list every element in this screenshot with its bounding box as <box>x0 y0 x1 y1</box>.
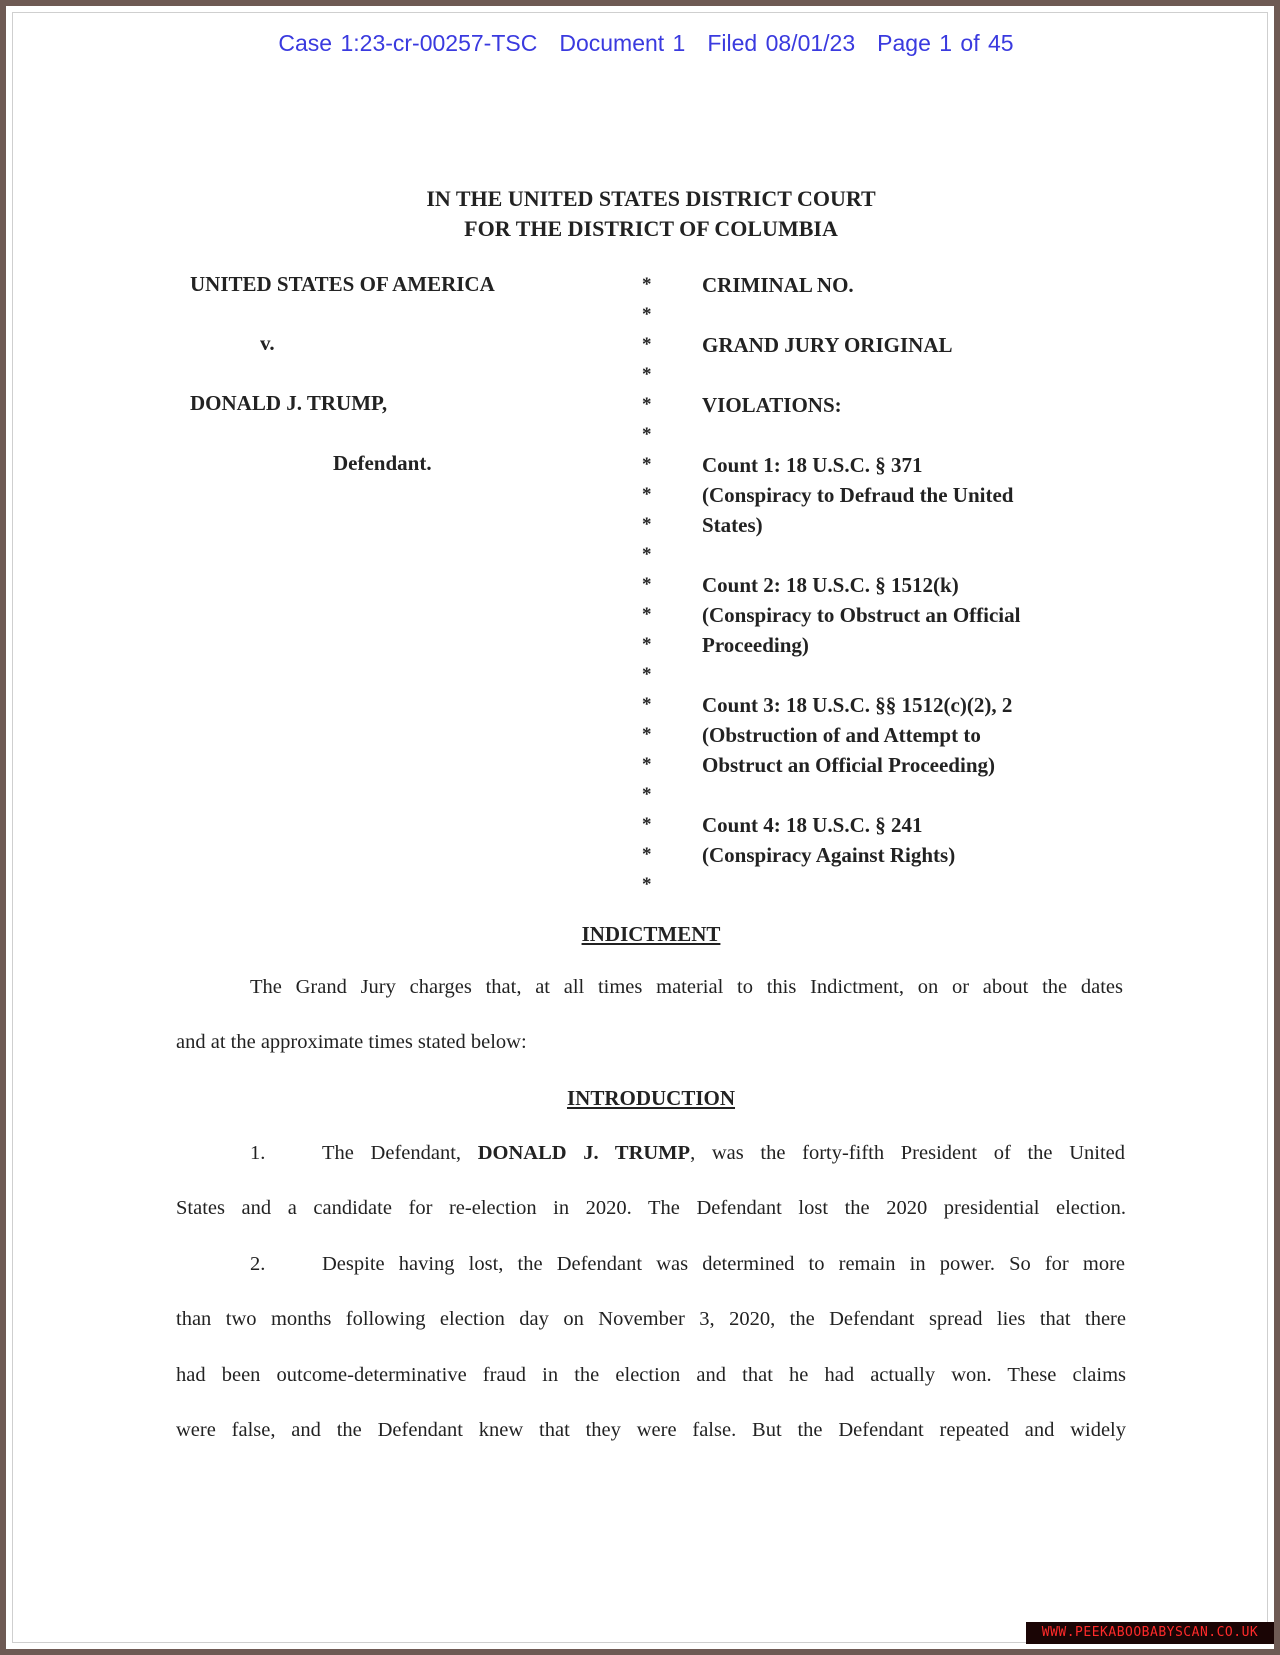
versus: v. <box>260 331 275 355</box>
caption-asterisk: * <box>642 694 652 715</box>
introduction-heading: INTRODUCTION <box>566 1086 736 1110</box>
court-title <box>6 184 1280 244</box>
count-1-statute: Count 1: 18 U.S.C. § 371 <box>702 453 923 477</box>
paragraph-2-line-4: were false, and the Defendant knew that they were false. But the Defendant repeated and widely <box>176 1419 1126 1441</box>
caption-asterisk: * <box>642 784 652 805</box>
plaintiff-name: UNITED STATES OF AMERICA <box>190 272 495 296</box>
caption-asterisk: * <box>642 514 652 535</box>
caption-asterisk: * <box>642 484 652 505</box>
count-2-statute: Count 2: 18 U.S.C. § 1512(k) <box>702 573 959 597</box>
page-inner-border <box>12 12 1268 1643</box>
caption-asterisk: * <box>642 544 652 565</box>
count-2-description: (Conspiracy to Obstruct an Official <box>702 603 1021 627</box>
caption-asterisk: * <box>642 574 652 595</box>
caption-asterisk: * <box>642 724 652 745</box>
paragraph-1-pre: The Defendant, <box>322 1142 478 1164</box>
criminal-number: CRIMINAL NO. <box>702 273 854 297</box>
count-3 <box>702 690 1012 780</box>
defendant-name: DONALD J. TRUMP, <box>190 391 388 415</box>
count-2-description-cont: Proceeding) <box>702 633 809 657</box>
count-1-description: (Conspiracy to Defraud the United <box>702 483 1014 507</box>
paragraph-1-line-2: States and a candidate for re-election in 2020. The Defendant lost the 2020 presidential election. <box>176 1197 1126 1219</box>
caption-asterisk: * <box>642 874 652 895</box>
caption-asterisk: * <box>642 754 652 775</box>
count-1-description-cont: States) <box>702 513 763 537</box>
court-line-1: IN THE UNITED STATES DISTRICT COURT <box>426 186 876 211</box>
paragraph-2-line-1: Despite having lost, the Defendant was determined to remain in power. So for more <box>322 1253 1125 1275</box>
indictment-heading: INDICTMENT <box>581 922 721 946</box>
filed-date: Filed 08/01/23 <box>707 30 856 56</box>
caption-asterisk: * <box>642 424 652 445</box>
paragraph-2-number: 2. <box>250 1253 266 1275</box>
court-line-2: FOR THE DISTRICT OF COLUMBIA <box>464 216 838 241</box>
case-number: Case 1:23-cr-00257-TSC <box>278 30 538 56</box>
paragraph-1-line-1 <box>322 1142 1125 1165</box>
caption-asterisk: * <box>642 364 652 385</box>
caption-asterisk: * <box>642 604 652 625</box>
caption-asterisk: * <box>642 304 652 325</box>
defendant-label: Defendant. <box>333 451 432 475</box>
indictment-text-line-2: and at the approximate times stated below: <box>176 1031 527 1053</box>
count-3-statute: Count 3: 18 U.S.C. §§ 1512(c)(2), 2 <box>702 693 1013 717</box>
count-3-description-cont: Obstruct an Official Proceeding) <box>702 753 995 777</box>
count-3-description: (Obstruction of and Attempt to <box>702 723 981 747</box>
caption-asterisk: * <box>642 454 652 475</box>
grand-jury-original: GRAND JURY ORIGINAL <box>702 333 953 357</box>
violations-label: VIOLATIONS: <box>702 393 842 417</box>
indictment-text-line-1: The Grand Jury charges that, at all times material to this Indictment, on or about the dates <box>250 976 1123 998</box>
count-2 <box>702 570 1020 660</box>
paragraph-1-number: 1. <box>250 1142 266 1164</box>
watermark-badge: WWW.PEEKABOOBABYSCAN.CO.UK <box>1026 1622 1274 1644</box>
paragraph-2-line-3: had been outcome-determinative fraud in the election and that he had actually won. These claims <box>176 1364 1126 1386</box>
caption-asterisk: * <box>642 664 652 685</box>
defendant-name-inline: DONALD J. TRUMP <box>477 1142 691 1164</box>
page-number: Page 1 of 45 <box>877 30 1014 56</box>
count-1 <box>702 450 1013 540</box>
ecf-header <box>6 30 1280 57</box>
caption-asterisk: * <box>642 274 652 295</box>
caption-asterisk: * <box>642 394 652 415</box>
caption-asterisk: * <box>642 814 652 835</box>
count-4-description: (Conspiracy Against Rights) <box>702 843 956 867</box>
count-4 <box>702 810 955 870</box>
caption-asterisk: * <box>642 844 652 865</box>
document-number: Document 1 <box>559 30 686 56</box>
paragraph-2-line-2: than two months following election day on November 3, 2020, the Defendant spread lies that there <box>176 1308 1126 1330</box>
count-4-statute: Count 4: 18 U.S.C. § 241 <box>702 813 923 837</box>
caption-asterisk: * <box>642 334 652 355</box>
paragraph-1-post: , was the forty-fifth President of the United <box>690 1142 1125 1164</box>
caption-asterisk: * <box>642 634 652 655</box>
